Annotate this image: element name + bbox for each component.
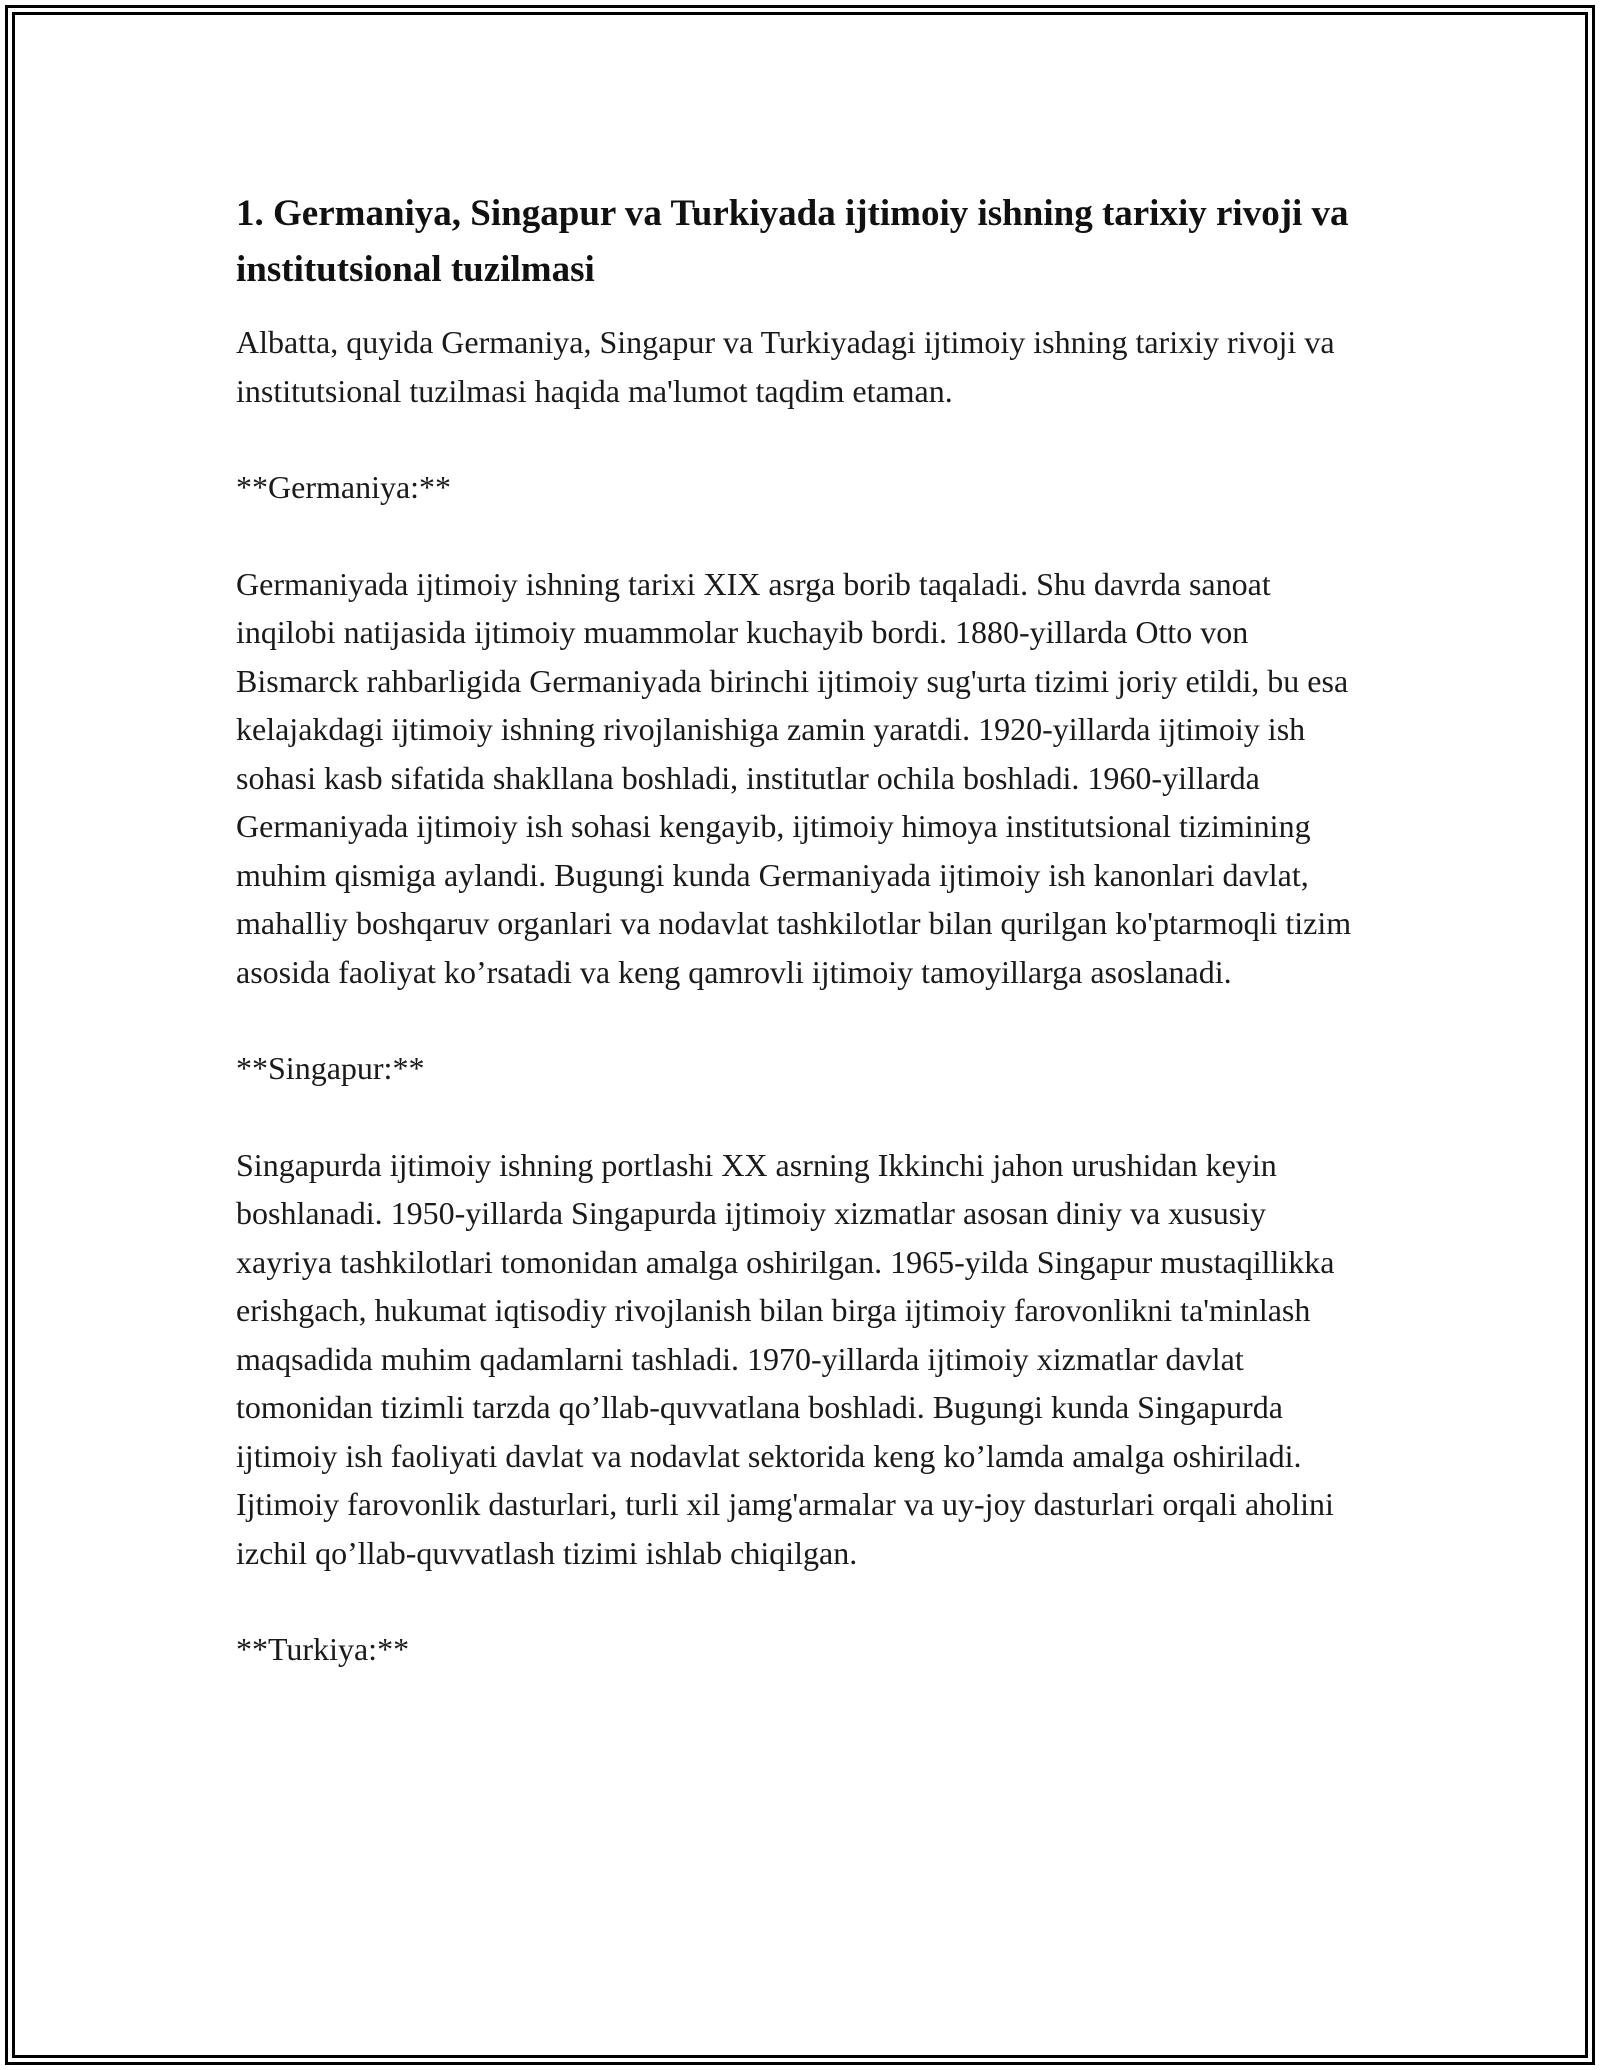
document-body [236, 186, 1366, 1722]
section-text-singapur: Singapurda ijtimoiy ishning portlashi XX asrning Ikkinchi jahon urushidan keyin boshlanadi. 1950-yillarda Singapurda ijtimoiy xizmatlar asosan diniy va xususiy xayriya tashkilotlari tomonidan amalga oshirilgan. 1965-yilda Singapur mustaqillikka erishgach, hukumat iqtisodiy rivojlanish bilan birga ijtimoiy farovonlikni ta'minlash maqsadida muhim qadamlarni tashladi. 1970-yillarda ijtimoiy xizmatlar davlat tomonidan tizimli tarzda qo’llab-quvvatlana boshladi. Bugungi kunda Singapurda ijtimoiy ish faoliyati davlat va nodavlat sektorida keng ko’lamda amalga oshiriladi. Ijtimoiy farovonlik dasturlari, turli xil jamg'armalar va uy-joy dasturlari orqali aholini izchil qo’llab-quvvatlash tizimi ishlab chiqilgan. [236, 1146, 1335, 1571]
section-label-singapur: **Singapur:** [236, 1050, 425, 1086]
section-label-germaniya: **Germaniya:** [236, 469, 452, 505]
section-text-germaniya: Germaniyada ijtimoiy ishning tarixi XIX asrga borib taqaladi. Shu davrda sanoat inqilobi natijasida ijtimoiy muammolar kuchayib bordi. 1880-yillarda Otto von Bismarck rahbarligida Germaniyada birinchi ijtimoiy sug'urta tizimi joriy etildi, bu esa kelajakdagi ijtimoiy ishning rivojlanishiga zamin yaratdi. 1920-yillarda ijtimoiy ish sohasi kasb sifatida shakllana boshladi, institutlar ochila boshladi. 1960-yillarda Germaniyada ijtimoiy ish sohasi kengayib, ijtimoiy himoya institutsional tizimining muhim qismiga aylandi. Bugungi kunda Germaniyada ijtimoiy ish kanonlari davlat, mahalliy boshqaruv organlari va nodavlat tashkilotlar bilan qurilgan ko'ptarmoqli tizim asosida faoliyat ko’rsatadi va keng qamrovli ijtimoiy tamoyillarga asoslanadi. [236, 565, 1352, 990]
section-label-turkiya: **Turkiya:** [236, 1631, 410, 1667]
document-title: 1. Germaniya, Singapur va Turkiyada ijtimoiy ishning tarixiy rivoji va institutsional tuzilmasi [236, 193, 1349, 290]
intro-paragraph: Albatta, quyida Germaniya, Singapur va Turkiyadagi ijtimoiy ishning tarixiy rivoji va institutsional tuzilmasi haqida ma'lumot taqdim etaman. [236, 324, 1335, 409]
